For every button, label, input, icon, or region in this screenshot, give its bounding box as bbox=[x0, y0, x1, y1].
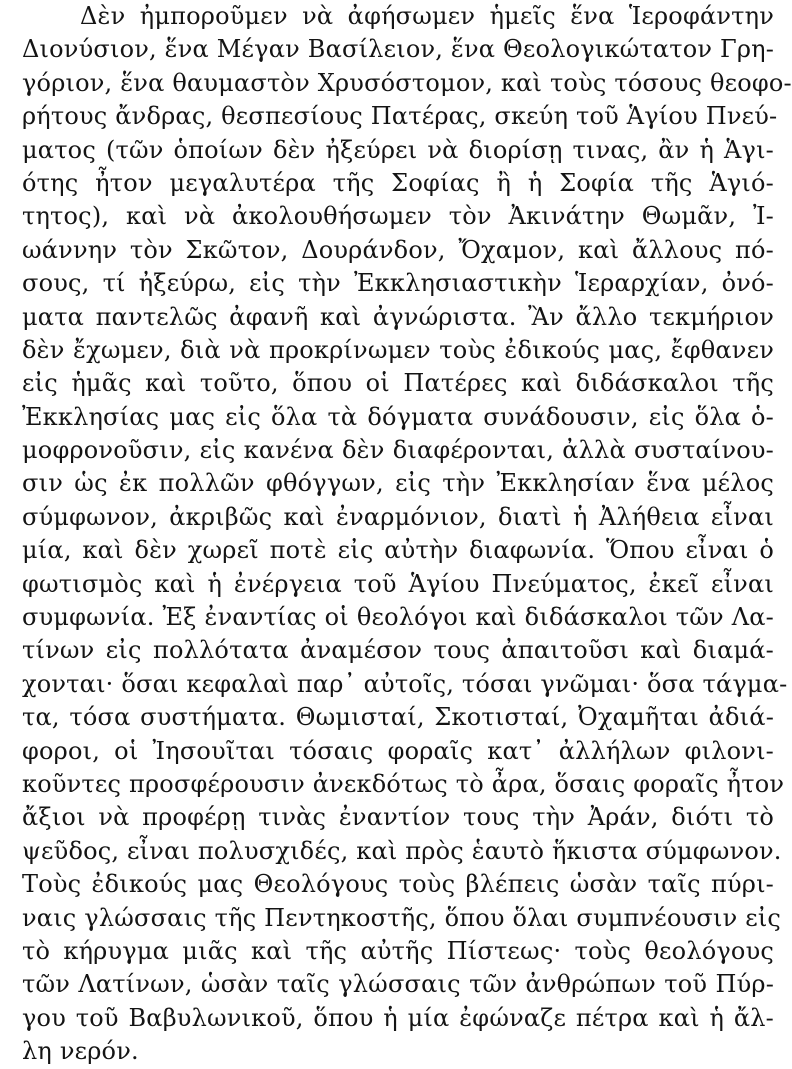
text-line: μοφρονοῦσιν, εἰς κανένα δὲν διαφέρονται, ἀλλὰ συσταίνου- bbox=[22, 436, 774, 465]
text-line: Διονύσιον, ἕνα Μέγαν Βασίλειον, ἕνα Θεολογικώτατον Γρη- bbox=[22, 35, 775, 64]
text-line: συμφωνία. Ἐξ ἐναντίας οἱ θεολόγοι καὶ διδάσκαλοι τῶν Λα- bbox=[22, 603, 774, 632]
text-line: τῶν Λατίνων, ὡσὰν ταῖς γλώσσαις τῶν ἀνθρώπων τοῦ Πύρ- bbox=[22, 970, 774, 999]
text-line: τίνων εἰς πολλότατα ἀναμέσον τους ἀπαιτοῦσι καὶ διαμά- bbox=[22, 636, 774, 665]
text-line: ψεῦδος, εἶναι πολυσχιδές, καὶ πρὸς ἑαυτὸ ἥκιστα σύμφωνον. bbox=[22, 836, 782, 865]
text-line: ωάννην τὸν Σκῶτον, Δουράνδον, Ὄχαμον, καὶ ἄλλους πό- bbox=[22, 235, 774, 264]
text-line: γου τοῦ Βαβυλωνικοῦ, ὅπου ἡ μία ἐφώναζε πέτρα καὶ ἡ ἄλ- bbox=[22, 1003, 774, 1032]
text-line: λη νερόν. bbox=[22, 1037, 139, 1066]
document-page bbox=[22, 0, 792, 1066]
text-line: ματος (τῶν ὁποίων δὲν ἠξεύρει νὰ διορίσῃ τινας, ἂν ἡ Ἁγι- bbox=[22, 135, 774, 164]
text-line: κοῦντες προσφέρουσιν ἀνεκδότως τὸ ἆρα, ὅσαις φοραῖς ἦτον bbox=[22, 769, 785, 798]
text-line: ναις γλώσσαις τῆς Πεντηκοστῆς, ὅπου ὅλαι συμπνέουσιν εἰς bbox=[22, 903, 782, 932]
text-line: Ἐκκλησίας μας εἰς ὅλα τὰ δόγματα συνάδουσιν, εἰς ὅλα ὁ- bbox=[22, 402, 774, 431]
text-line: μία, καὶ δὲν χωρεῖ ποτὲ εἰς αὐτὴν διαφωνία. Ὅπου εἶναι ὁ bbox=[22, 536, 774, 565]
text-line: σιν ὡς ἐκ πολλῶν φθόγγων, εἰς τὴν Ἐκκλησίαν ἕνα μέλος bbox=[22, 469, 774, 498]
text-line: ματα παντελῶς ἀφανῆ καὶ ἀγνώριστα. Ἂν ἄλλο τεκμήριον bbox=[22, 302, 774, 331]
text-block bbox=[22, 0, 792, 1069]
text-line: τὸ κήρυγμα μιᾶς καὶ τῆς αὐτῆς Πίστεως· τοὺς θεολόγους bbox=[22, 936, 774, 965]
text-line: φωτισμὸς καὶ ἡ ἐνέργεια τοῦ Ἁγίου Πνεύματος, ἐκεῖ εἶναι bbox=[22, 569, 774, 598]
text-line: φοροι, οἱ Ἰησουῖται τόσαις φοραῖς κατ᾽ ἀλλήλων φιλονι- bbox=[22, 736, 774, 765]
text-line: ότης ἦτον μεγαλυτέρα τῆς Σοφίας ἢ ἡ Σοφία τῆς Ἁγιό- bbox=[22, 168, 774, 197]
text-line: ρήτους ἄνδρας, θεσπεσίους Πατέρας, σκεύη τοῦ Ἁγίου Πνεύ- bbox=[22, 102, 778, 131]
text-line: τα, τόσα συστήματα. Θωμισταί, Σκοτισταί, Ὀχαμῆται ἀδιά- bbox=[22, 703, 774, 732]
text-line: γόριον, ἕνα θαυμαστὸν Χρυσόστομον, καὶ τοὺς τόσους θεοφο- bbox=[22, 68, 792, 97]
text-line: σύμφωνον, ἀκριβῶς καὶ ἐναρμόνιον, διατὶ ἡ Ἀλήθεια εἶναι bbox=[22, 502, 774, 531]
text-line: εἰς ἡμᾶς καὶ τοῦτο, ὅπου οἱ Πατέρες καὶ διδάσκαλοι τῆς bbox=[22, 369, 774, 398]
text-line: ἄξιοι νὰ προφέρῃ τινὰς ἐναντίον τους τὴν Ἀράν, διότι τὸ bbox=[22, 803, 774, 832]
text-line: σους, τί ἠξεύρω, εἰς τὴν Ἐκκλησιαστικὴν Ἱεραρχίαν, ὀνό- bbox=[22, 269, 774, 298]
text-line: χονται· ὅσαι κεφαλαὶ παρ᾽ αὐτοῖς, τόσαι γνῶμαι· ὅσα τάγμα- bbox=[22, 669, 788, 698]
text-line: Τοὺς ἐδικούς μας Θεολόγους τοὺς βλέπεις ὡσὰν ταῖς πύρι- bbox=[22, 870, 774, 899]
text-line: Δὲν ἠμποροῦμεν νὰ ἀφήσωμεν ἡμεῖς ἕνα Ἱεροφάντην bbox=[80, 2, 774, 30]
text-line: τητος), καὶ νὰ ἀκολουθήσωμεν τὸν Ἀκινάτην Θωμᾶν, Ἰ- bbox=[22, 202, 774, 231]
text-line: δὲν ἔχωμεν, διὰ νὰ προκρίνωμεν τοὺς ἐδικούς μας, ἔφθανεν bbox=[22, 335, 774, 364]
